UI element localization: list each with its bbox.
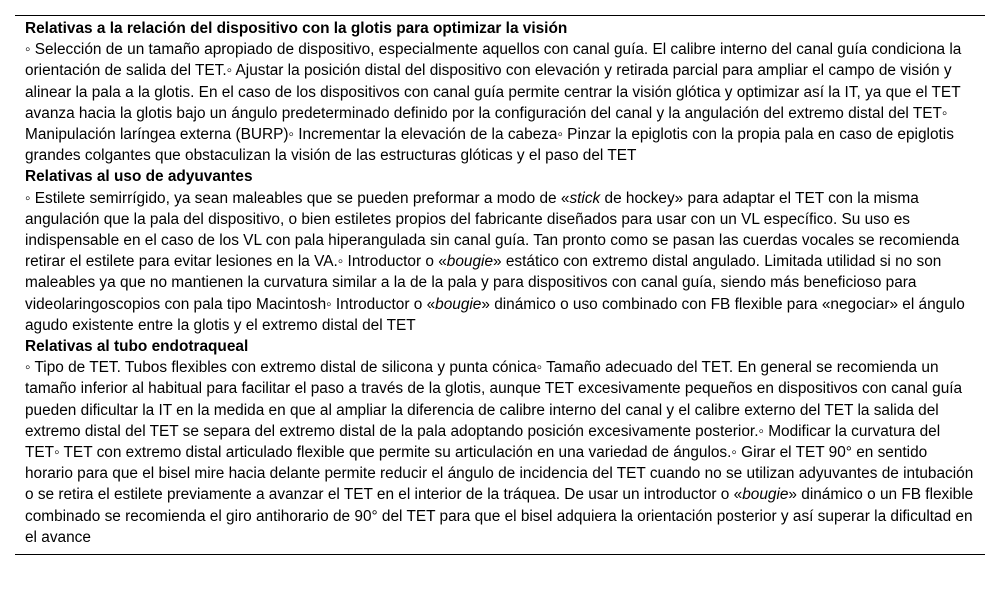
italic-term: bougie [446,253,494,271]
text-part: » dinámico o un FB flexible combinado se recomienda el giro antihorario de 90° del TET para que el bisel adquiera la orientación posterior y así superar la dificultad en el avance [25,486,974,546]
italic-term: bougie [435,295,482,313]
text-part: » estático con extremo distal angulado. Limitada utilidad si no son maleables ya que no mantienen la curvatura similar a la de la pala y para dispositivos con canal guía, siendo más beneficioso para videolaringoscopios con pala tipo Macintosh◦ Introductor o « [25,253,942,313]
section-heading-glottis: Relativas a la relación del dispositivo con la glotis para optimizar la visión [25,20,568,37]
italic-term: bougie [742,486,789,504]
text-part: » dinámico o uso combinado con FB flexible para «negociar» el ángulo agudo existente entre la glotis y el extremo distal del TET [25,295,965,334]
section-heading-tube: Relativas al tubo endotraqueal [25,338,249,356]
text-part: de hockey» para adaptar el TET con la misma angulación que la pala del dispositivo, o bien estiletes propios del fabricante diseñados para usar con un VL específico. Su uso es indispensable en el caso de los VL con pala hiperangulada sin canal guía. Tan pronto como se pasan las cuerdas vocales se recomienda retirar el estilete para evitar lesiones en la VA.◦ Introductor o « [25,189,960,271]
text-part: ◦ Estilete semirrígido, ya sean maleables que se pueden preformar a modo de « [25,189,570,207]
recommendations-table [15,15,985,555]
section-heading-adjuvants: Relativas al uso de adyuvantes [25,168,253,186]
section-text-adjuvants [15,188,985,336]
section-text-tube [15,357,985,548]
italic-term: stick [569,189,601,207]
text-part: ◦ Tipo de TET. Tubos flexibles con extremo distal de silicona y punta cónica◦ Tamaño adecuado del TET. En general se recomienda un tamaño inferior al habitual para facilitar el paso a través de la glotis, aunque TET excesivamente pequeños en dispositivos con canal guía pueden dificultar la IT en la medida en que al ampliar la diferencia de calibre interno del canal y el calibre externo del TET la salida del extremo distal del TET se separa del extremo distal de la pala adoptando posición excesivamente posterior.◦ Modificar la curvatura del TET◦ TET con extremo distal articulado flexible que permite su articulación en una variedad de ángulos.◦ Girar el TET 90° en sentido horario para que el bisel mire hacia delante permite reducir el ángulo de incidencia del TET cuando no se utilizan adyuvantes de intubación o se retira el estilete previamente a avanzar el TET en el interior de la tráquea. De usar un introductor o « [25,359,974,504]
section-text-glottis: ◦ Selección de un tamaño apropiado de dispositivo, especialmente aquellos con canal guía. El calibre interno del canal guía condiciona la orientación de salida del TET.◦ Ajustar la posición distal del dispositivo con elevación y retirada parcial para ampliar el campo de visión y alinear la pala a la glotis. En el caso de los dispositivos con canal guía permite centrar la visión glótica y optimizar así la IT, ya que el TET avanza hacia la glotis bajo un ángulo predeterminado definido por la configuración del canal y la angulación del extremo distal del TET◦ Manipulación laríngea externa (BURP)◦ Incrementar la elevación de la cabeza◦ Pinzar la epiglotis con la propia pala en caso de epiglotis grandes colgantes que obstaculizan la visión de las estructuras glóticas y el paso del TET [25,41,962,165]
